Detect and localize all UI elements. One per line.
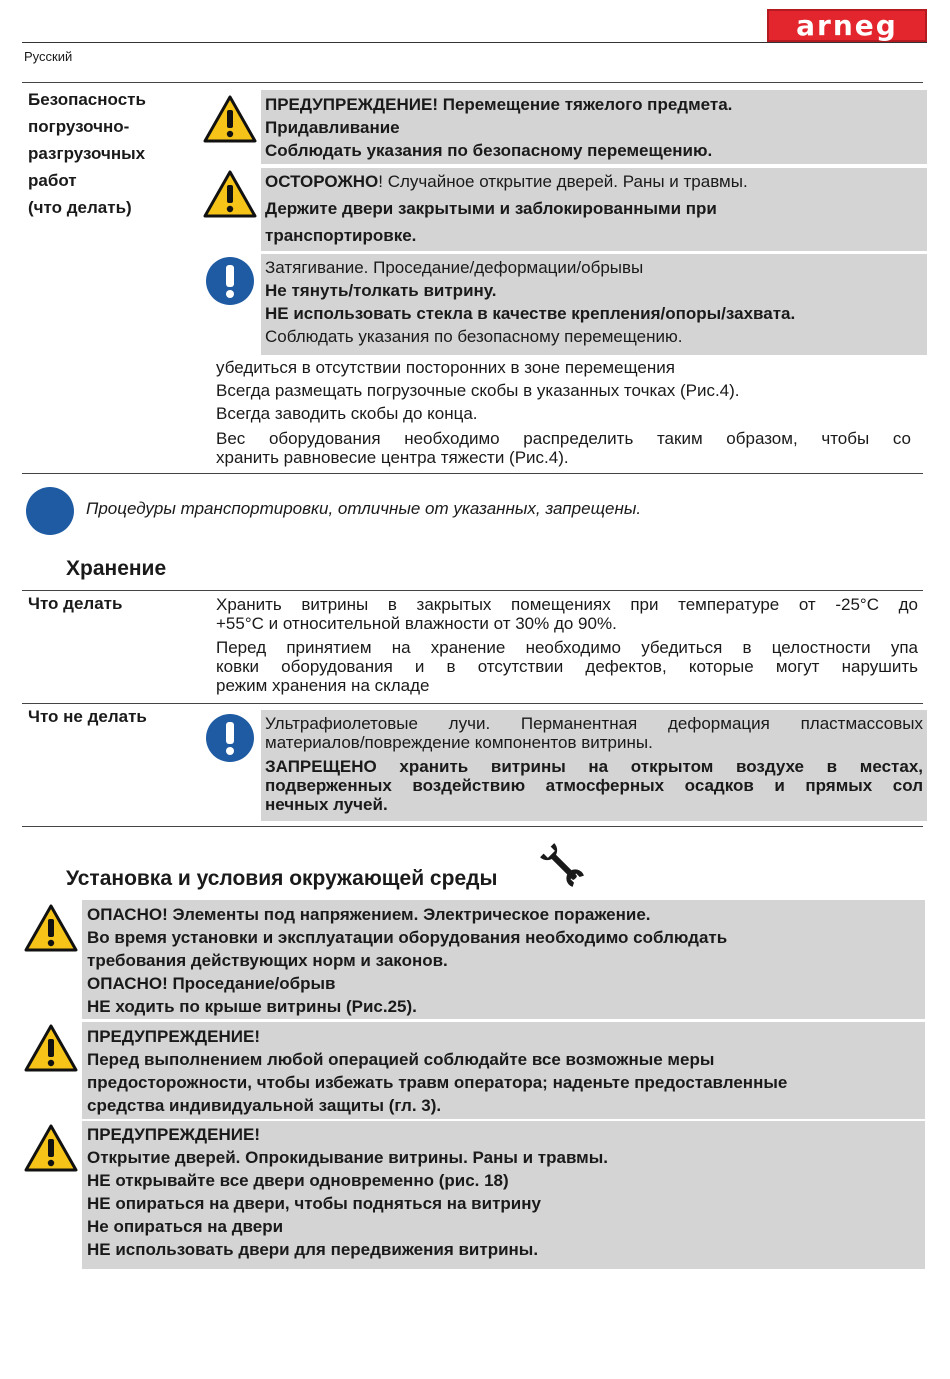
instruction-line: Всегда размещать погрузочные скобы в указанных точках (Рис.4). [216, 381, 740, 400]
instruction-line: хранить равновесие центра тяжести (Рис.4). [216, 448, 569, 467]
install-warning-line: Перед выполнением любой операцией соблюдайте все возможные меры [87, 1050, 715, 1069]
section-divider [22, 703, 923, 704]
loading-side-label [28, 86, 203, 221]
storage-warning-line: подверженных воздействию атмосферных осадков и прямых сол [265, 776, 923, 795]
install-warning-line: НЕ открывайте все двери одновременно (рис. 18) [87, 1171, 509, 1190]
side-label-line: (что делать) [28, 198, 132, 217]
section-divider [22, 590, 923, 591]
warning-text: Придавливание [265, 118, 400, 137]
install-warning-line: требования действующих норм и законов. [87, 951, 448, 970]
warning-triangle-icon [203, 170, 257, 218]
warning-text: НЕ использовать стекла в качестве крепления/опоры/захвата. [265, 304, 796, 323]
header-rule [22, 42, 927, 43]
warning-box-heavy-load [261, 90, 927, 164]
storage-warning-line: материалов/повреждение компонентов витрины. [265, 733, 653, 752]
install-warning-line: НЕ ходить по крыше витрины (Рис.25). [87, 997, 417, 1016]
warning-triangle-icon [24, 1124, 78, 1172]
storage-warning-line: ЗАПРЕЩЕНО хранить витрины на открытом воздухе в местах, [265, 757, 923, 776]
warning-triangle-icon [24, 1024, 78, 1072]
language-label: Русский [24, 49, 73, 64]
side-label-line: работ [28, 171, 77, 190]
logo-text: arneg [796, 8, 898, 42]
install-warning-box-ppe [82, 1022, 925, 1119]
section-divider [22, 473, 923, 474]
installation-heading: Установка и условия окружающей среды [66, 867, 498, 890]
install-warning-line: предосторожности, чтобы избежать травм оператора; наденьте предоставленные [87, 1073, 788, 1092]
loading-instructions [216, 356, 916, 425]
storage-warning-line: нечных лучей. [265, 795, 388, 814]
install-warning-line: ОПАСНО! Элементы под напряжением. Электрическое поражение. [87, 905, 651, 924]
install-warning-line: Открытие дверей. Опрокидывание витрины. Раны и травмы. [87, 1148, 608, 1167]
mandatory-exclamation-icon [205, 713, 255, 763]
warning-text [265, 168, 923, 195]
install-warning-line: НЕ использовать двери для передвижения витрины. [87, 1240, 539, 1259]
side-label-line: разгрузочных [28, 144, 146, 163]
install-warning-line: НЕ опираться на двери, чтобы подняться на витрину [87, 1194, 541, 1213]
warning-box-doors [261, 168, 927, 251]
storage-dont-label: Что не делать [28, 707, 147, 726]
storage-line: ковки оборудования и в отсутствии дефектов, которые могут нарушить [216, 657, 918, 676]
warning-text: транспортировке. [265, 226, 417, 245]
wrench-icon [536, 840, 588, 890]
warning-text: Затягивание. Проседание/деформации/обрывы [265, 258, 644, 277]
warning-text: Соблюдать указания по безопасному перемещению. [265, 141, 713, 160]
warning-text: Не тянуть/толкать витрину. [265, 281, 497, 300]
warning-text: Держите двери закрытыми и заблокированными при [265, 199, 717, 218]
note-text: Процедуры транспортировки, отличные от указанных, запрещены. [86, 499, 642, 518]
caution-word: ОСТОРОЖНО [265, 172, 379, 191]
section-divider [22, 826, 923, 827]
note-dot-icon [26, 487, 74, 535]
storage-do-label: Что делать [28, 594, 123, 613]
storage-dont-box [261, 710, 927, 821]
warning-triangle-icon [203, 95, 257, 143]
caution-rest: ! Случайное открытие дверей. Раны и травмы. [378, 172, 748, 191]
storage-warning-line: Ультрафиолетовые лучи. Перманентная деформация пластмассовых [265, 714, 923, 733]
arneg-logo [767, 9, 927, 42]
instruction-line: убедиться в отсутствии посторонних в зоне перемещения [216, 358, 675, 377]
storage-line: Перед принятием на хранение необходимо убедиться в целостности упа [216, 638, 918, 657]
storage-heading: Хранение [66, 557, 167, 580]
warning-triangle-icon [24, 904, 78, 952]
storage-line: Хранить витрины в закрытых помещениях при температуре от -25°C до [216, 595, 918, 614]
storage-do-text-2 [216, 638, 918, 695]
storage-do-text-1 [216, 595, 918, 633]
warning-text: Соблюдать указания по безопасному перемещению. [265, 327, 683, 346]
section-divider [22, 82, 923, 83]
side-label-line: Безопасность [28, 90, 146, 109]
warning-box-pulling [261, 254, 927, 355]
install-warning-line: ОПАСНО! Проседание/обрыв [87, 974, 336, 993]
install-danger-box-electric [82, 900, 925, 1019]
install-warning-line: Не опираться на двери [87, 1217, 284, 1236]
install-warning-line: Во время установки и эксплуатации оборудования необходимо соблюдать [87, 928, 728, 947]
storage-line: режим хранения на складе [216, 676, 430, 695]
storage-line: +55°C и относительной влажности от 30% до 90%. [216, 614, 617, 633]
install-warning-box-doors [82, 1121, 925, 1269]
instruction-line: Всегда заводить скобы до конца. [216, 404, 478, 423]
mandatory-exclamation-icon [205, 256, 255, 306]
side-label-line: погрузочно- [28, 117, 130, 136]
weight-instruction [216, 429, 911, 467]
install-warning-line: средства индивидуальной защиты (гл. 3). [87, 1096, 442, 1115]
install-warning-line: ПРЕДУПРЕЖДЕНИЕ! [87, 1125, 260, 1144]
install-warning-line: ПРЕДУПРЕЖДЕНИЕ! [87, 1027, 260, 1046]
instruction-line: Вес оборудования необходимо распределить таким образом, чтобы со [216, 429, 911, 448]
warning-text: ПРЕДУПРЕЖДЕНИЕ! Перемещение тяжелого предмета. [265, 95, 733, 114]
